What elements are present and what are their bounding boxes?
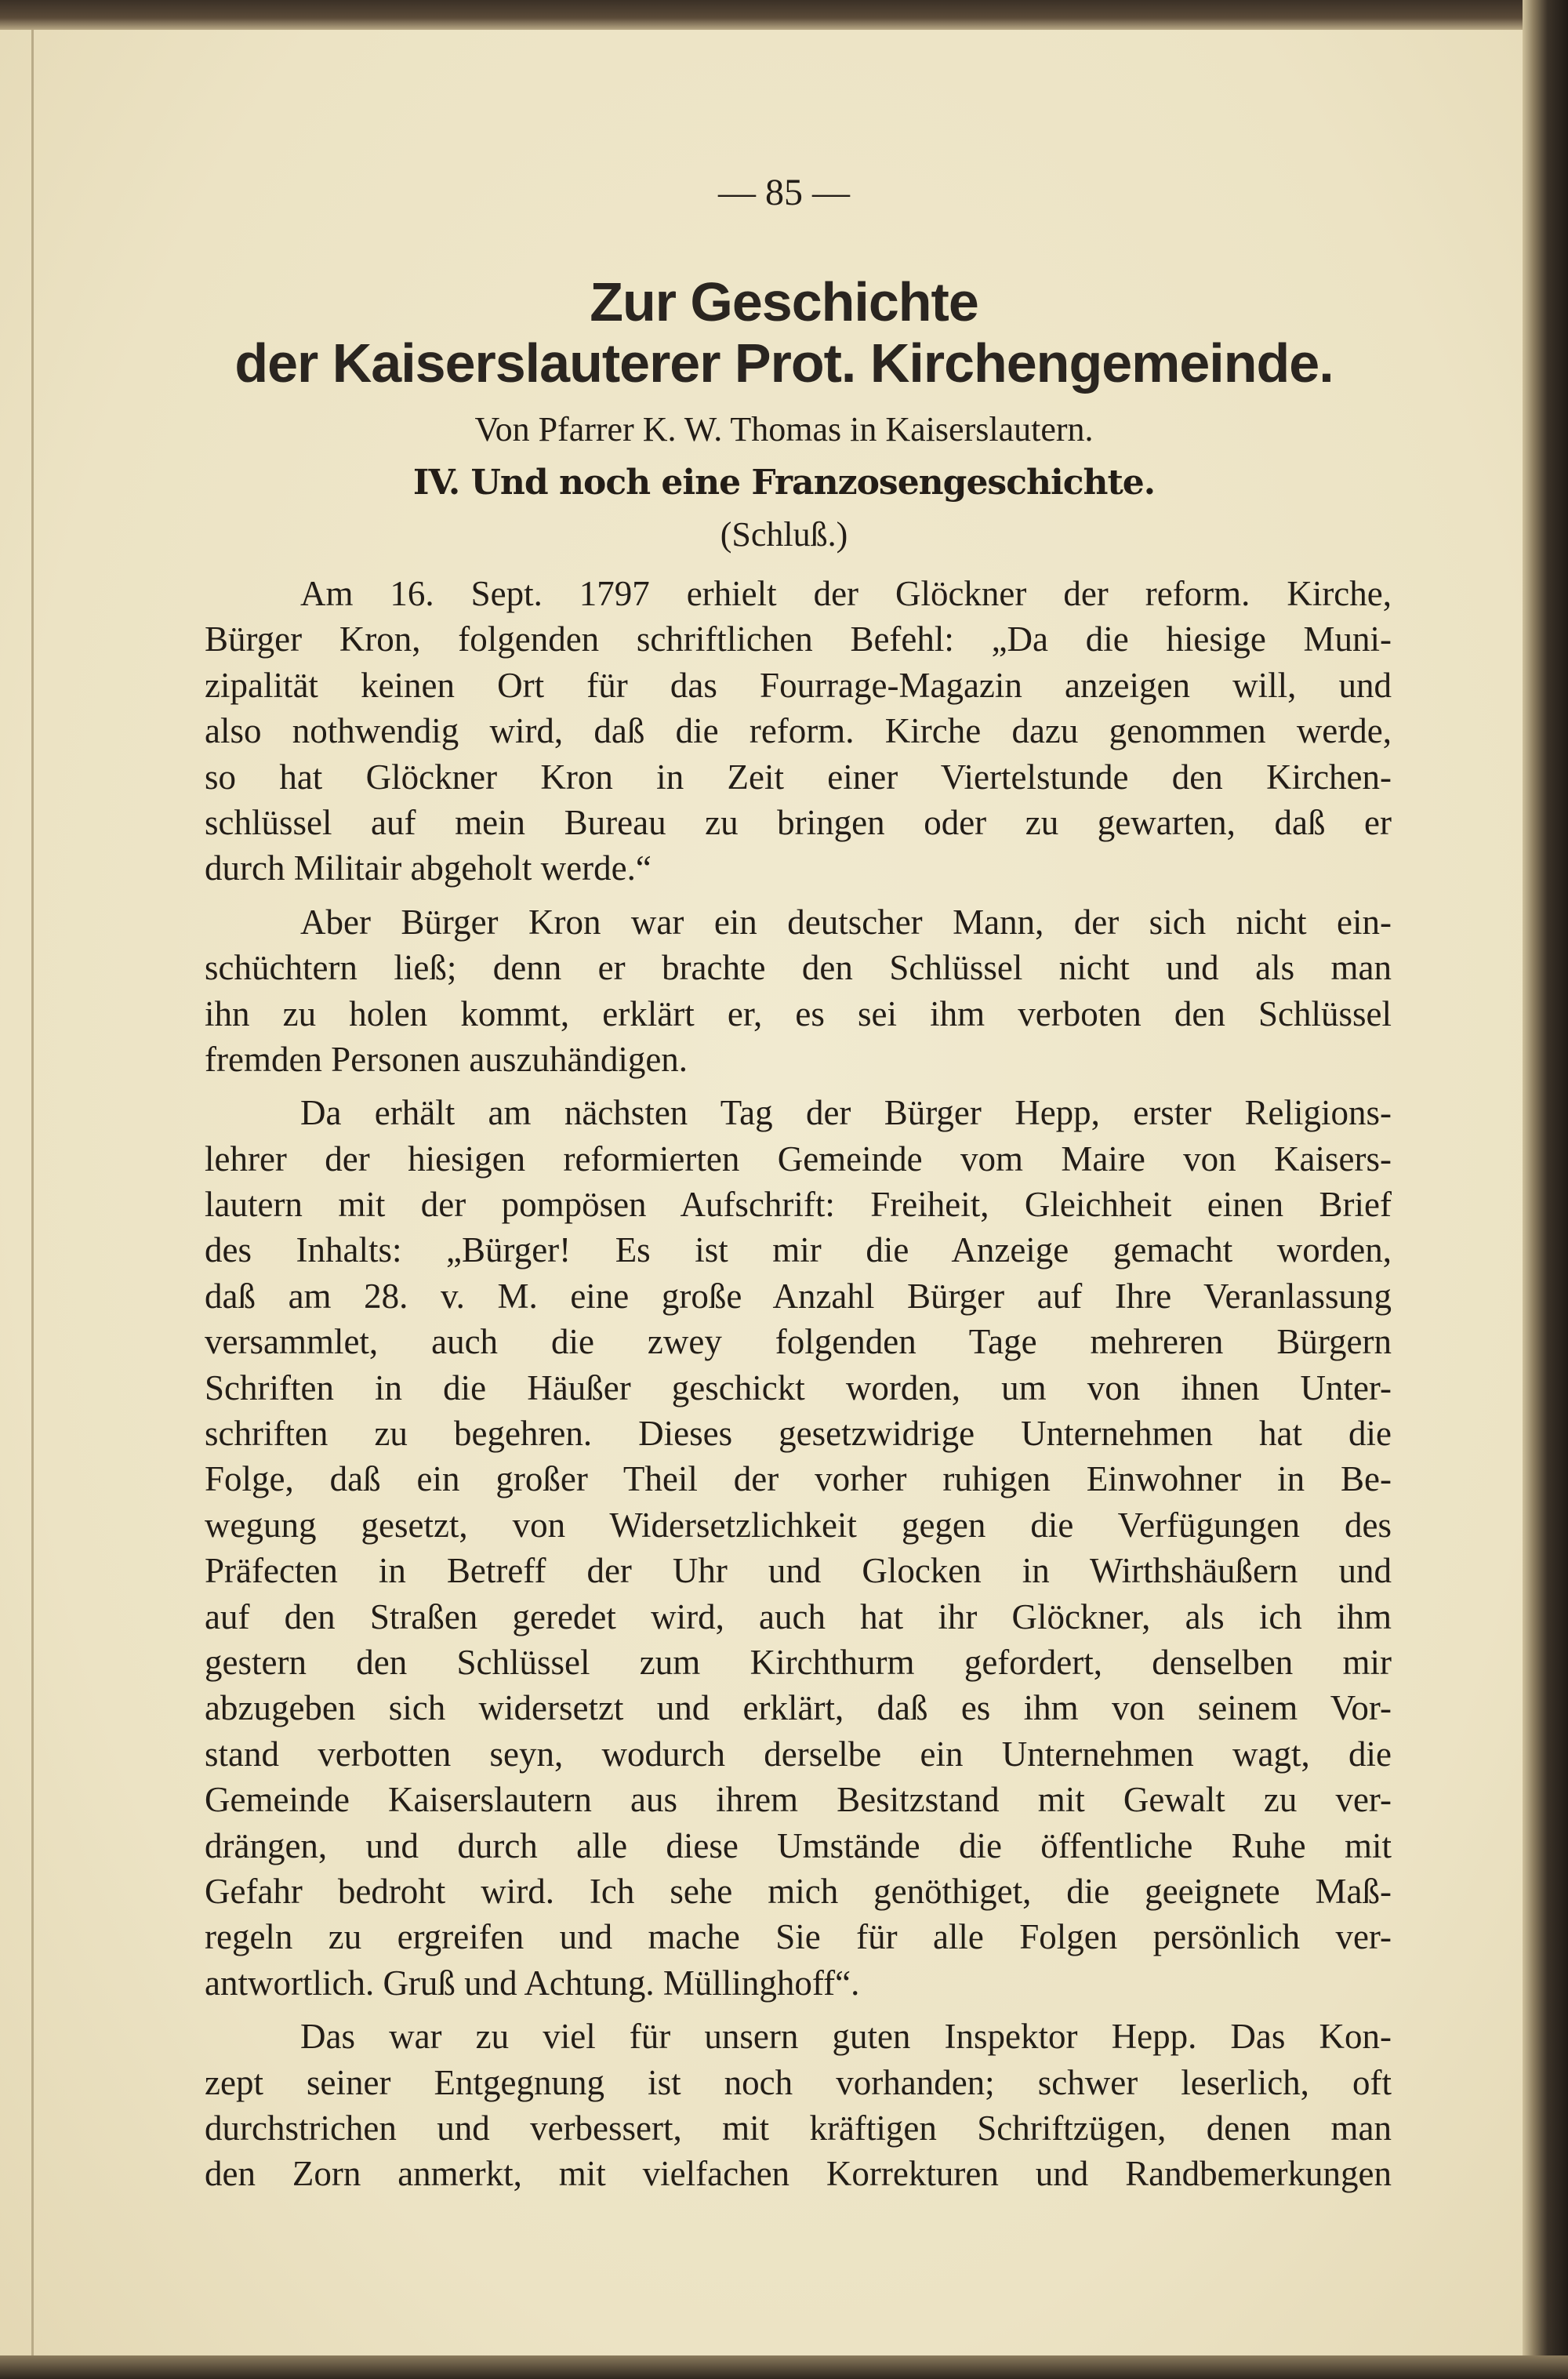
article-title-line-1: Zur Geschichte — [590, 271, 978, 332]
page-number: — 85 — — [718, 172, 850, 213]
text-line: stand verbotten seyn, wodurch derselbe ein Unternehmen wagt, die — [205, 1734, 1392, 1774]
text-line: durch Militair abgeholt werde.“ — [205, 848, 652, 888]
section-heading: IV. Und noch eine Franzosengeschichte. — [412, 463, 1156, 503]
text-line: schriften zu begehren. Dieses gesetzwidrige Unternehmen hat die — [205, 1414, 1392, 1454]
text-line: wegung gesetzt, von Widersetzlichkeit gegen die Verfügungen des — [205, 1505, 1392, 1545]
text-line: den Zorn anmerkt, mit vielfachen Korrekturen und Randbemerkungen — [205, 2154, 1392, 2194]
text-line: Aber Bürger Kron war ein deutscher Mann, der sich nicht ein- — [300, 902, 1392, 942]
page-bottom-edge — [0, 2355, 1568, 2379]
text-line: lautern mit der pompösen Aufschrift: Freiheit, Gleichheit einen Brief — [205, 1185, 1392, 1225]
text-line: Gefahr bedroht wird. Ich sehe mich genöthiget, die geeignete Maß- — [205, 1871, 1392, 1911]
paragraph — [205, 2014, 1392, 2197]
text-line: Gemeinde Kaiserslautern aus ihrem Besitzstand mit Gewalt zu ver- — [205, 1780, 1392, 1820]
article-title-line-2: der Kaiserslauterer Prot. Kirchengemeinde. — [234, 332, 1334, 394]
paragraph — [205, 899, 1392, 1083]
text-line: Da erhält am nächsten Tag der Bürger Hepp, erster Religions- — [300, 1093, 1392, 1133]
text-line: zipalität keinen Ort für das Fourrage-Magazin anzeigen will, und — [205, 665, 1392, 705]
text-line: ihn zu holen kommt, erklärt er, es sei ihm verboten den Schlüssel — [205, 993, 1392, 1033]
text-line: durchstrichen und verbessert, mit kräftigen Schriftzügen, denen man — [205, 2108, 1392, 2148]
text-line: Bürger Kron, folgenden schriftlichen Befehl: „Da die hiesige Muni- — [205, 619, 1392, 659]
text-line: des Inhalts: „Bürger! Es ist mir die Anzeige gemacht worden, — [205, 1230, 1392, 1270]
text-line: so hat Glöckner Kron in Zeit einer Viertelstunde den Kirchen- — [205, 757, 1392, 797]
text-line: schüchtern ließ; denn er brachte den Schlüssel nicht und als man — [205, 948, 1392, 988]
text-line: regeln zu ergreifen und mache Sie für alle Folgen persönlich ver- — [205, 1917, 1392, 1957]
text-line: versammlet, auch die zwey folgenden Tage mehreren Bürgern — [205, 1322, 1392, 1362]
text-line: Folge, daß ein großer Theil der vorher ruhigen Einwohner in Be- — [205, 1459, 1392, 1499]
text-line: abzugeben sich widersetzt und erklärt, daß es ihm von seinem Vor- — [205, 1688, 1392, 1728]
text-line: also nothwendig wird, daß die reform. Kirche dazu genommen werde, — [205, 711, 1392, 751]
paragraph — [205, 571, 1392, 892]
page-top-edge — [0, 0, 1568, 30]
text-line: Präfecten in Betreff der Uhr und Glocken in Wirthshäußern und — [205, 1551, 1392, 1591]
text-line: gestern den Schlüssel zum Kirchthurm gefordert, denselben mir — [205, 1642, 1392, 1682]
text-line: drängen, und durch alle diese Umstände die öffentliche Ruhe mit — [205, 1825, 1392, 1865]
continuation-note: (Schluß.) — [720, 515, 848, 554]
text-line: Am 16. Sept. 1797 erhielt der Glöckner der reform. Kirche, — [300, 574, 1392, 613]
body-text — [205, 571, 1392, 2205]
paragraph — [205, 1090, 1392, 2006]
text-line: Schriften in die Häußer geschickt worden, um von ihnen Unter- — [205, 1367, 1392, 1407]
text-line: lehrer der hiesigen reformierten Gemeinde vom Maire von Kaisers- — [205, 1139, 1392, 1179]
text-line: fremden Personen auszuhändigen. — [205, 1039, 688, 1079]
author-byline: Von Pfarrer K. W. Thomas in Kaiserslautern. — [474, 410, 1094, 449]
text-line: Das war zu viel für unsern guten Inspektor Hepp. Das Kon- — [300, 2017, 1392, 2057]
text-line: schlüssel auf mein Bureau zu bringen oder zu gewarten, daß er — [205, 802, 1392, 842]
text-line: antwortlich. Gruß und Achtung. Müllinghoff“. — [205, 1963, 860, 2003]
text-line: auf den Straßen geredet wird, auch hat ihr Glöckner, als ich ihm — [205, 1596, 1392, 1636]
text-line: zept seiner Entgegnung ist noch vorhanden; schwer leserlich, oft — [205, 2062, 1392, 2102]
text-line: daß am 28. v. M. eine große Anzahl Bürger auf Ihre Veranlassung — [205, 1276, 1392, 1316]
